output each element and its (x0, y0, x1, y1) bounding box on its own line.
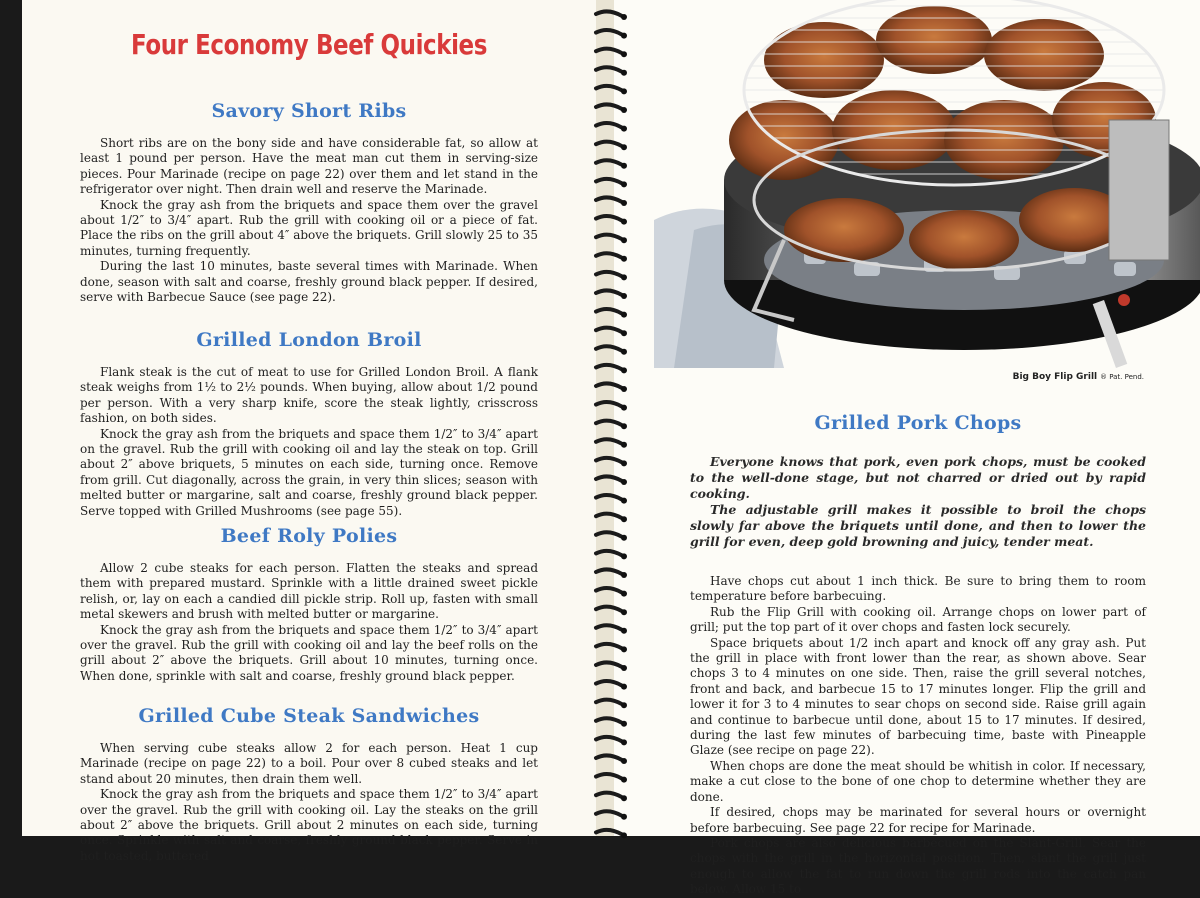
recipe-paragraph: When serving cube steaks allow 2 for each person. Heat 1 cup Marinade (recipe on page 22) to a boil. Pour over 8 cubed steaks and let stand about 20 minutes, then drain them well. (80, 741, 538, 786)
recipe-grilled-cube-steak-sandwiches (80, 705, 538, 864)
binding-hole (621, 312, 627, 318)
recipe-grilled-pork-chops (690, 412, 1146, 898)
binding-coil (596, 718, 622, 723)
binding-hole (621, 832, 627, 838)
recipe-paragraph: Knock the gray ash from the briquets and space them 1/2″ to 3/4″ apart on the gravel. Rub the grill with cooking oil and lay the steak on top. Grill about 2″ above briquets, 5 minutes on each side, turning once. Remove from grill. Cut diagonally, across the grain, in very thin slices; season with melted butter or margarine, salt and coarse, freshly ground black pepper. Serve topped with Grilled Mushrooms (see page 55). (80, 426, 538, 518)
binding-hole (621, 498, 627, 504)
recipe-paragraph: Rub the Flip Grill with cooking oil. Arrange chops on lower part of grill; put the top part of it over chops and fasten lock securely. (690, 604, 1146, 635)
binding-hole (621, 367, 627, 373)
binding-hole (621, 739, 627, 745)
binding-hole (621, 386, 627, 392)
binding-hole (621, 572, 627, 578)
binding-coil (596, 458, 622, 463)
binding-coil (596, 365, 622, 370)
binding-hole (621, 330, 627, 336)
binding-hole (621, 442, 627, 448)
binding-coil (596, 309, 622, 314)
recipe-paragraph: Pork chops are also delicious barbecued on the Slant-Grill. Sear the chops with the grill in the horizontal position. Then, slant the grill just enough to allow the fat to run down the grill rods into the catch pan below. Allow 15 to (690, 835, 1146, 897)
binding-coil (596, 830, 622, 835)
binding-coil (596, 439, 622, 444)
binding-coil (596, 588, 622, 593)
binding-coil (596, 793, 622, 798)
binding-coil (596, 644, 622, 649)
binding-hole (621, 163, 627, 169)
binding-coil (596, 49, 622, 54)
binding-coil (596, 625, 622, 630)
recipe-paragraph: Allow 2 cube steaks for each person. Flatten the steaks and spread them with prepared mustard. Sprinkle with a little drained sweet pickle relish, or, lay on each a candied dill pickle strip. Roll up, fasten with small metal skewers and brush with melted butter or margarine. (80, 561, 538, 622)
binding-coil (596, 86, 622, 91)
recipe-paragraph: Have chops cut about 1 inch thick. Be sure to bring them to room temperature before barbecuing. (690, 574, 1146, 604)
binding-hole (621, 405, 627, 411)
binding-hole (621, 70, 627, 76)
binding-coil (596, 402, 622, 407)
grill-illustration-icon (634, 0, 1200, 368)
binding-hole (621, 460, 627, 466)
binding-coil (596, 235, 622, 240)
binding-hole (621, 349, 627, 355)
binding-hole (621, 237, 627, 243)
grill-photo (634, 0, 1200, 368)
binding-coil (596, 662, 622, 667)
recipe-beef-roly-polies (80, 525, 538, 684)
caption-text: Big Boy Flip Grill (1012, 372, 1098, 382)
binding-coil (596, 290, 622, 295)
binding-hole (621, 777, 627, 783)
binding-coil (596, 30, 622, 35)
recipe-paragraph: Space briquets about 1/2 inch apart and knock off any gray ash. Put the grill in place with front lower than the rear, as shown above. Sear chops 3 to 4 minutes on one side. Then, raise the grill several notches, front and back, and barbecue 15 to 17 minutes longer. Flip the grill and lower it for 3 to 4 minutes to sear chops on second side. Raise grill again and continue to barbecue until done, about 15 to 17 minutes. If desired, during the last few minutes of barbecuing time, baste with Pineapple Glaze (see recipe on page 22). (690, 635, 1146, 758)
binding-coil (596, 123, 622, 128)
binding-coil (596, 328, 622, 333)
right-page (614, 0, 1200, 897)
recipe-paragraph: Knock the gray ash from the briquets and space them 1/2″ to 3/4″ apart over the gravel. Rub the grill with cooking oil. Lay the steaks on the grill about 2″ above the briquets. Grill about 2 minutes on each side, turning once. Sprinkle with salt and coarse, freshly ground black pepper. Serve in hot toasted, buttered (80, 787, 538, 863)
binding-coil (596, 197, 622, 202)
binding-coil (596, 67, 622, 72)
binding-coil (596, 179, 622, 184)
binding-hole (621, 51, 627, 57)
binding-coil (596, 216, 622, 221)
binding-hole (621, 684, 627, 690)
binding-coil (596, 383, 622, 388)
recipe-paragraph: When chops are done the meat should be whitish in color. If necessary, make a cut close to the bone of one chop to determine whether they are done. (690, 758, 1146, 804)
binding-coil (596, 421, 622, 426)
recipe-paragraph: During the last 10 minutes, baste several times with Marinade. When done, season with salt and coarse, freshly ground black pepper. If desired, serve with Barbecue Sauce (see page 22). (80, 259, 538, 305)
binding-hole (621, 758, 627, 764)
binding-coil (596, 551, 622, 556)
binding-coil (596, 532, 622, 537)
binding-hole (621, 609, 627, 615)
binding-hole (621, 33, 627, 39)
binding-hole (621, 553, 627, 559)
recipe-grilled-london-broil (80, 329, 538, 519)
left-page (22, 0, 596, 863)
binding-hole (621, 126, 627, 132)
recipe-paragraph: Knock the gray ash from the briquets and space them over the gravel about 1/2″ to 3/4″ apart. Rub the grill with cooking oil or a piece of fat. Place the ribs on the grill about 4″ above the briquets. Grill slowly 25 to 35 minutes, turning frequently. (80, 197, 538, 258)
binding-hole (621, 516, 627, 522)
binding-coil (596, 11, 622, 16)
caption-mark: ® Pat. Pend. (1100, 373, 1144, 381)
binding-hole (621, 591, 627, 597)
binding-coil (596, 142, 622, 147)
binding-hole (621, 535, 627, 541)
recipe-heading: Grilled Cube Steak Sandwiches (138, 705, 480, 727)
recipe-paragraph: Flank steak is the cut of meat to use for Grilled London Broil. A flank steak weighs from 1½ to 2½ pounds. When buying, allow about 1/2 pound per person. With a very sharp knife, score the steak lightly, crisscross fashion, on both sides. (80, 365, 538, 426)
recipe-heading: Grilled Pork Chops (814, 412, 1022, 434)
binding-coil (596, 476, 622, 481)
binding-hole (621, 200, 627, 206)
recipe-paragraph: Knock the gray ash from the briquets and space them 1/2″ to 3/4″ apart over the gravel. Rub the grill with cooking oil and lay the beef rolls on the grill about 2″ above the briquets. Grill about 10 minutes, turning once. When done, sprinkle with salt and coarse, freshly ground black pepper. (80, 622, 538, 683)
binding-hole (621, 181, 627, 187)
binding-coil (596, 774, 622, 779)
page-title: Four Economy Beef Quickies (131, 28, 487, 61)
binding-hole (621, 14, 627, 20)
binding-hole (621, 219, 627, 225)
binding-coil (596, 811, 622, 816)
binding-hole (621, 628, 627, 634)
binding-coil (596, 272, 622, 277)
binding-hole (621, 702, 627, 708)
binding-coil (596, 755, 622, 760)
binding-hole (621, 293, 627, 299)
recipe-savory-short-ribs (80, 100, 538, 305)
binding-coil (596, 569, 622, 574)
binding-coil (596, 104, 622, 109)
spiral-binding-icon (588, 0, 632, 836)
binding-hole (621, 88, 627, 94)
recipe-heading: Savory Short Ribs (211, 100, 407, 122)
recipe-heading: Beef Roly Polies (220, 525, 398, 547)
binding-hole (621, 795, 627, 801)
binding-hole (621, 423, 627, 429)
binding-hole (621, 479, 627, 485)
binding-hole (621, 665, 627, 671)
recipe-heading: Grilled London Broil (196, 329, 422, 351)
binding-coil (596, 607, 622, 612)
binding-hole (621, 256, 627, 262)
binding-coil (596, 346, 622, 351)
binding-coil (596, 681, 622, 686)
intro-paragraph: The adjustable grill makes it possible to broil the chops slowly far above the briquets until done, and then to lower the grill for even, deep gold browning and juicy, tender meat. (690, 502, 1146, 549)
binding-coil (596, 495, 622, 500)
binding-coil (596, 514, 622, 519)
binding-hole (621, 721, 627, 727)
recipe-paragraph: Short ribs are on the bony side and have considerable fat, so allow at least 1 pound per person. Have the meat man cut them in serving-size pieces. Pour Marinade (recipe on page 22) over them and let stand in the refrigerator over night. Then drain well and reserve the Marinade. (80, 136, 538, 197)
intro-paragraph: Everyone knows that pork, even pork chops, must be cooked to the well-done stage, but not charred or dried out by rapid cooking. (690, 454, 1146, 501)
binding-hole (621, 814, 627, 820)
binding-coil (596, 700, 622, 705)
photo-caption (1013, 372, 1144, 382)
binding-coil (596, 253, 622, 258)
binding-coil (596, 737, 622, 742)
binding-coil (596, 160, 622, 165)
binding-hole (621, 107, 627, 113)
binding-hole (621, 274, 627, 280)
recipe-paragraph: If desired, chops may be marinated for several hours or overnight before barbecuing. See page 22 for recipe for Marinade. (690, 805, 1146, 835)
binding-hole (621, 144, 627, 150)
binding-hole (621, 646, 627, 652)
